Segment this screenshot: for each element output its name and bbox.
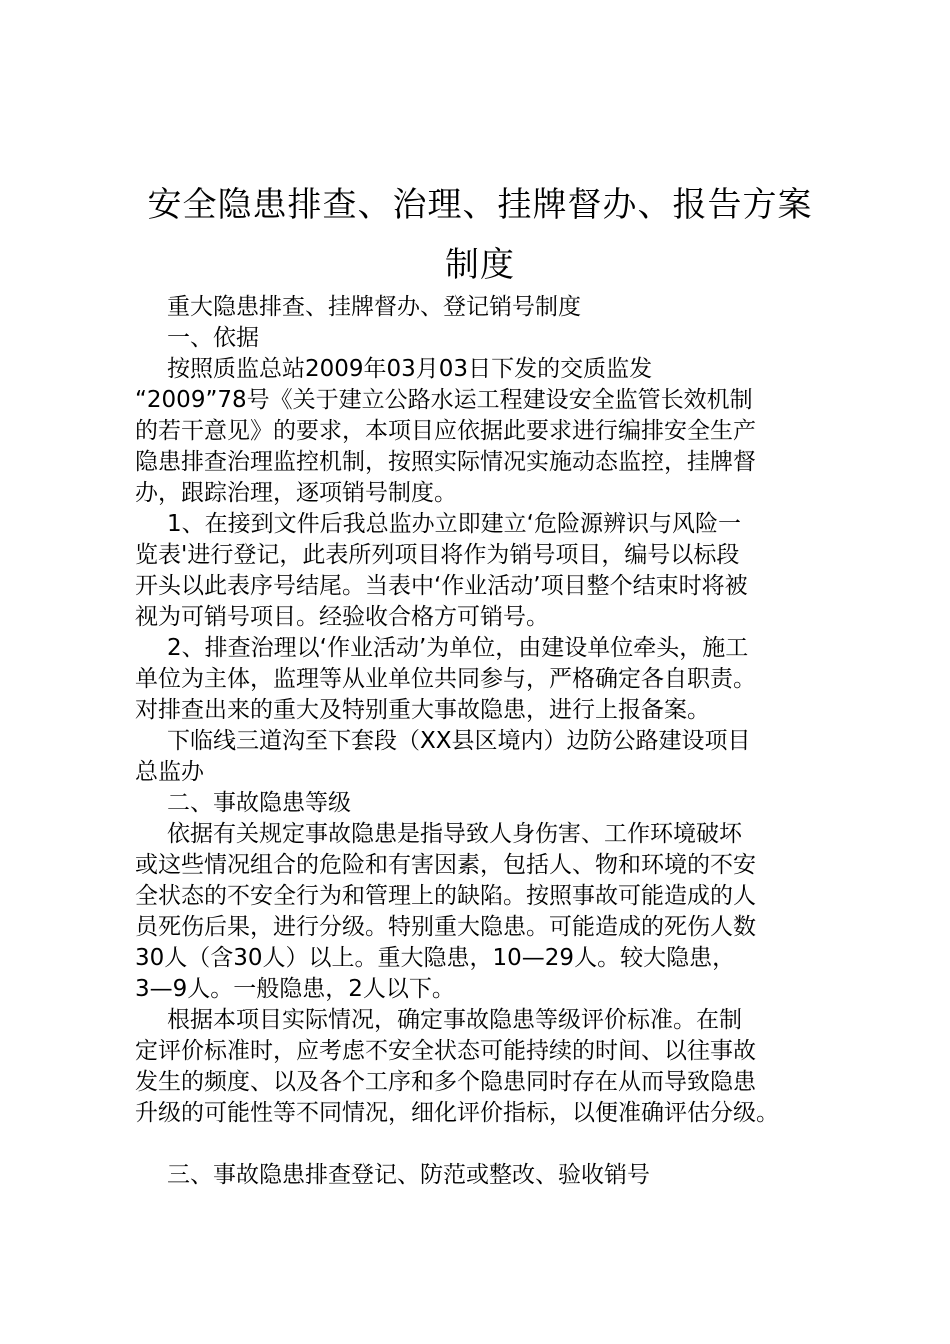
paragraph-line: 员死伤后果，进行分级。特别重大隐患。可能造成的死伤人数 bbox=[135, 914, 756, 940]
paragraph-line: 发生的频度、以及各个工序和多个隐患同时存在从而导致隐患 bbox=[135, 1069, 756, 1095]
paragraph-line: 下临线三道沟至下套段（XX县区境内）边防公路建设项目 bbox=[167, 728, 751, 754]
paragraph-line: 2、排查治理以‘作业活动’为单位，由建设单位牵头，施工 bbox=[167, 635, 749, 661]
paragraph-line: 览表'进行登记，此表所列项目将作为销号项目，编号以标段 bbox=[135, 542, 740, 568]
paragraph-line: 的若干意见》的要求，本项目应依据此要求进行编排安全生产 bbox=[135, 418, 756, 444]
paragraph-line: 单位为主体，监理等从业单位共同参与，严格确定各自职责。 bbox=[135, 666, 756, 692]
paragraph-line: 隐患排查治理监控机制，按照实际情况实施动态监控，挂牌督 bbox=[135, 449, 756, 475]
paragraph-line: “2009”78号《关于建立公路水运工程建设安全监管长效机制 bbox=[135, 387, 753, 413]
paragraph-line: 根据本项目实际情况，确定事故隐患等级评价标准。在制 bbox=[167, 1007, 742, 1033]
paragraph-line: 定评价标准时，应考虑不安全状态可能持续的时间、以往事故 bbox=[135, 1038, 756, 1064]
paragraph-line: 依据有关规定事故隐患是指导致人身伤害、工作环境破坏 bbox=[167, 821, 742, 847]
paragraph-line: 视为可销号项目。经验收合格方可销号。 bbox=[135, 604, 549, 630]
section-heading: 二、事故隐患等级 bbox=[167, 790, 351, 816]
paragraph-line: 1、在接到文件后我总监办立即建立‘危险源辨识与风险一 bbox=[167, 511, 741, 537]
document-title-line-1: 安全隐患排查、治理、挂牌督办、报告方案 bbox=[147, 185, 813, 225]
section-heading: 三、事故隐患排查登记、防范或整改、验收销号 bbox=[167, 1162, 650, 1188]
paragraph-line: 开头以此表序号结尾。当表中‘作业活动’项目整个结束时将被 bbox=[135, 573, 748, 599]
paragraph-line: 办，跟踪治理，逐项销号制度。 bbox=[135, 480, 457, 506]
paragraph-line: 3—9人。一般隐患，2人以下。 bbox=[135, 976, 455, 1002]
document-body bbox=[135, 292, 835, 1191]
blank-line bbox=[135, 1129, 835, 1160]
paragraph-line: 升级的可能性等不同情况，细化评价指标，以便准确评估分级。 bbox=[135, 1100, 779, 1126]
paragraph-line: 按照质监总站2009年03月03日下发的交质监发 bbox=[167, 356, 653, 382]
paragraph-line: 对排查出来的重大及特别重大事故隐患，进行上报备案。 bbox=[135, 697, 710, 723]
document-title-line-2: 制度 bbox=[445, 245, 515, 285]
section-heading: 重大隐患排查、挂牌督办、登记销号制度 bbox=[167, 294, 581, 320]
paragraph-line: 30人（含30人）以上。重大隐患，10—29人。较大隐患， bbox=[135, 945, 736, 971]
paragraph-line: 总监办 bbox=[135, 759, 204, 785]
section-heading: 一、依据 bbox=[167, 325, 259, 351]
paragraph-line: 或这些情况组合的危险和有害因素，包括人、物和环境的不安 bbox=[135, 852, 756, 878]
paragraph-line: 全状态的不安全行为和管理上的缺陷。按照事故可能造成的人 bbox=[135, 883, 756, 909]
